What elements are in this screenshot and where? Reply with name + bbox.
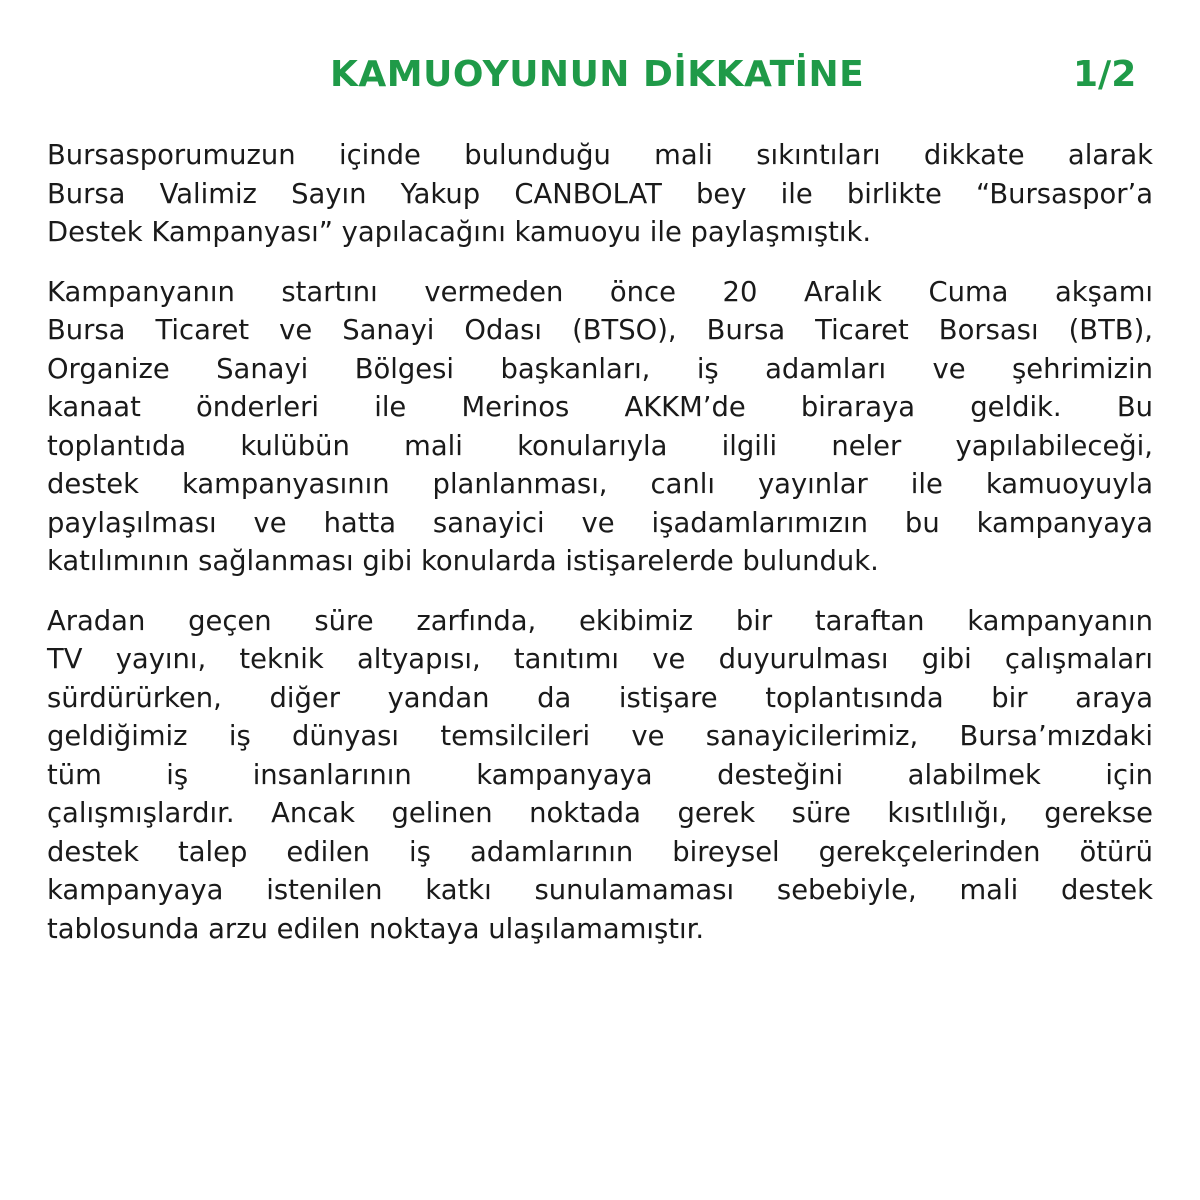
text-line: Bursa Ticaret ve Sanayi Odası (BTSO), Bursa Ticaret Borsası (BTB),: [47, 315, 1153, 346]
text-line: destek kampanyasının planlanması, canlı yayınlar ile kamuoyuyla: [47, 469, 1153, 500]
page-number: 1/2: [1073, 54, 1137, 95]
text-line: TV yayını, teknik altyapısı, tanıtımı ve duyurulması gibi çalışmaları: [47, 644, 1153, 675]
text-line: geldiğimiz iş dünyası temsilcileri ve sanayicilerimiz, Bursa’mızdaki: [47, 721, 1153, 752]
text-line: toplantıda kulübün mali konularıyla ilgili neler yapılabileceği,: [47, 430, 1153, 462]
text-line: kanaat önderleri ile Merinos AKKM’de biraraya geldik. Bu: [47, 392, 1153, 423]
paragraph: [47, 274, 1153, 582]
text-line: paylaşılması ve hatta sanayici ve işadamlarımızın bu kampanyaya: [47, 507, 1153, 539]
text-line: çalışmışlardır. Ancak gelinen noktada gerek süre kısıtlılığı, gerekse: [47, 798, 1153, 829]
announcement-body: [47, 137, 1153, 970]
paragraph: [47, 603, 1153, 950]
header: [0, 48, 1200, 108]
paragraph: [47, 137, 1153, 253]
text-line: tablosunda arzu edilen noktaya ulaşılamamıştır.: [47, 913, 705, 945]
text-line: Aradan geçen süre zarfında, ekibimiz bir taraftan kampanyanın: [47, 605, 1153, 637]
text-line: Bursa Valimiz Sayın Yakup CANBOLAT bey ile birlikte “Bursaspor’a: [47, 178, 1153, 210]
text-line: Kampanyanın startını vermeden önce 20 Aralık Cuma akşamı: [47, 276, 1153, 308]
text-line: tüm iş insanlarının kampanyaya desteğini alabilmek için: [47, 759, 1153, 791]
text-line: destek talep edilen iş adamlarının bireysel gerekçelerinden ötürü: [47, 836, 1153, 868]
page-title: KAMUOYUNUN DİKKATİNE: [330, 54, 865, 95]
text-line: Destek Kampanyası” yapılacağını kamuoyu ile paylaşmıştık.: [47, 217, 872, 248]
text-line: Bursasporumuzun içinde bulunduğu mali sıkıntıları dikkate alarak: [47, 140, 1153, 171]
text-line: katılımının sağlanması gibi konularda istişarelerde bulunduk.: [47, 546, 879, 577]
text-line: sürdürürken, diğer yandan da istişare toplantısında bir araya: [47, 682, 1153, 714]
text-line: kampanyaya istenilen katkı sunulamaması sebebiyle, mali destek: [47, 875, 1153, 906]
text-line: Organize Sanayi Bölgesi başkanları, iş adamları ve şehrimizin: [47, 353, 1153, 385]
